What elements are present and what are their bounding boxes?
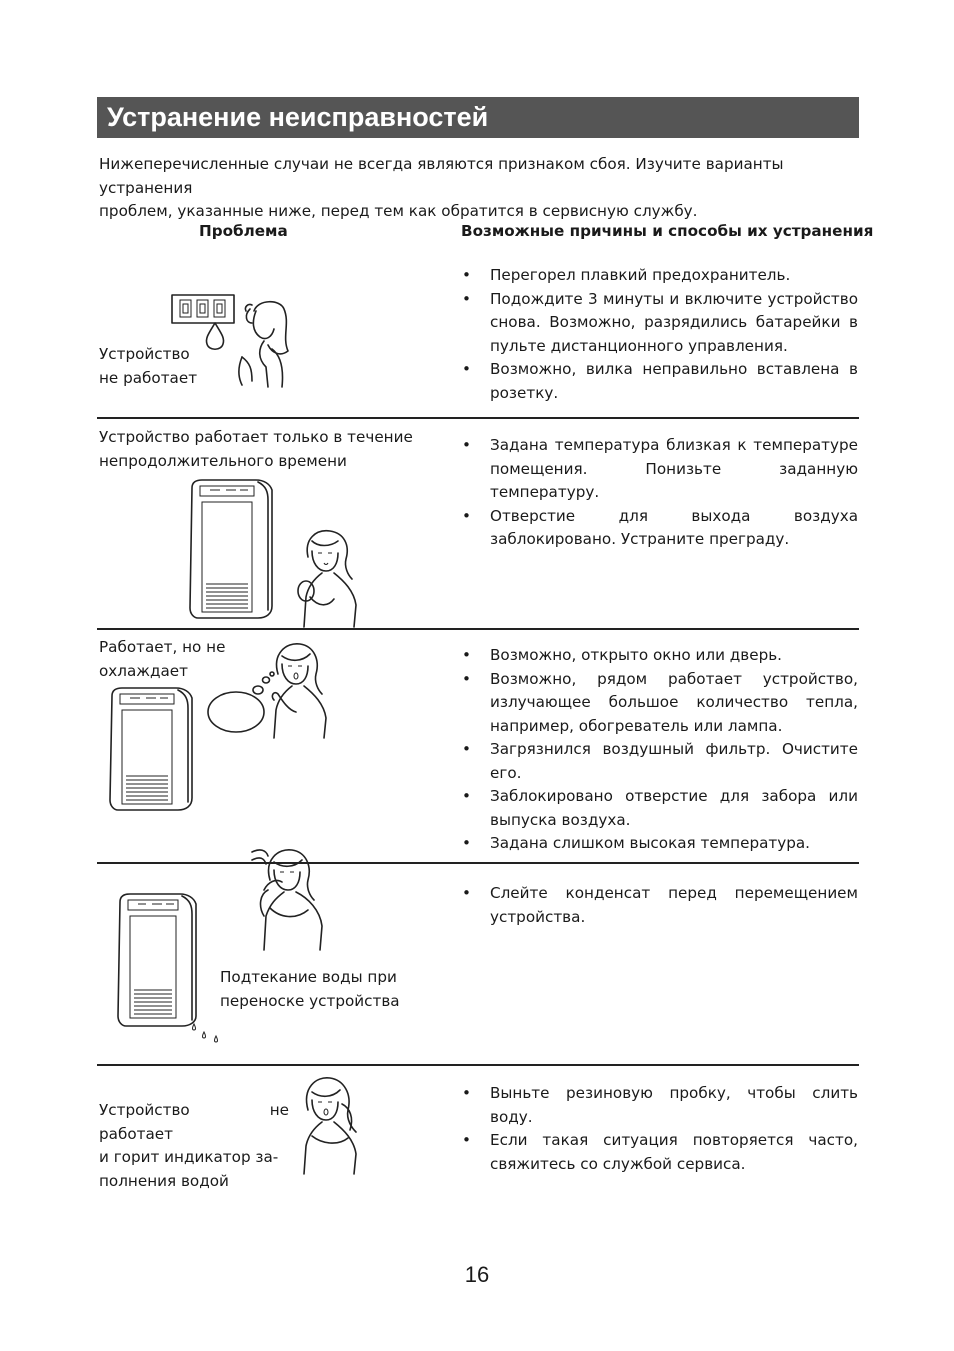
- problem-line: Подтекание воды при: [220, 968, 397, 986]
- cause-item: • Возможно, вилка неправильно вставлена в розетку.: [462, 358, 858, 405]
- causes-list: [462, 264, 858, 405]
- problem-line: охлаждает: [99, 661, 188, 680]
- problem-line: переноске устройства: [220, 991, 400, 1010]
- problem-line: непродолжительного времени: [99, 451, 347, 470]
- problem-label: [220, 966, 400, 1013]
- row-separator: [97, 628, 859, 630]
- cause-item: • Выньте резиновую пробку, чтобы слить воду.: [462, 1082, 858, 1129]
- causes-list: [462, 644, 858, 856]
- intro-line: проблем, указанные ниже, перед тем как обратится в сервисную службу.: [99, 202, 698, 220]
- cause-item: • Возможно, открыто окно или дверь.: [462, 644, 858, 668]
- causes-list: [462, 882, 858, 929]
- page-title: Устранение неисправностей: [107, 102, 489, 132]
- causes-list: [462, 1082, 858, 1176]
- intro-line: Нижеперечисленные случаи не всегда являются признаком сбоя. Изучите варианты устранения: [99, 155, 784, 197]
- air-conditioner-icon: [114, 890, 200, 1032]
- problem-label: [99, 343, 197, 390]
- water-drops-icon: [188, 1020, 222, 1044]
- cause-item: • Слейте конденсат перед перемещением устройства.: [462, 882, 858, 929]
- cause-item: • Заблокировано отверстие для забора или выпуска воздуха.: [462, 785, 858, 832]
- problem-line: не работает: [99, 368, 198, 387]
- cause-item: • Загрязнился воздушный фильтр. Очистите его.: [462, 738, 858, 785]
- woman-figure-icon: [298, 1074, 360, 1178]
- cause-item: • Возможно, рядом работает устройство, излучающее большое количество тепла, например, обогреватель или лампа.: [462, 668, 858, 739]
- cause-item: • Задана слишком высокая температура.: [462, 832, 858, 856]
- problem-line: и горит индикатор за-: [99, 1148, 279, 1166]
- woman-figure-icon: [294, 527, 360, 631]
- title-bar: [97, 97, 859, 138]
- intro-text: [99, 153, 859, 224]
- cause-item: • Задана температура близкая к температуре помещения. Понизьте заданную температуру.: [462, 434, 858, 505]
- air-conditioner-icon: [106, 684, 198, 814]
- problem-line: Работает, но не: [99, 638, 226, 656]
- causes-list: [462, 434, 858, 552]
- cause-item: • Перегорел плавкий предохранитель.: [462, 264, 858, 288]
- cause-item: • Подождите 3 минуты и включите устройство снова. Возможно, разрядились батарейки в пульте дистанционного управления.: [462, 288, 858, 359]
- woman-figure-icon: [266, 640, 330, 740]
- problem-label: [99, 1099, 289, 1193]
- causes-column-header: Возможные причины и способы их устранения: [461, 222, 874, 240]
- problem-label: [99, 426, 413, 473]
- cause-item: • Если такая ситуация повторяется часто, свяжитесь со службой сервиса.: [462, 1129, 858, 1176]
- woman-figure-icon: [250, 846, 330, 956]
- problem-line: Устройство не работает: [99, 1101, 289, 1143]
- woman-figure-icon: [232, 297, 302, 389]
- problem-line: Устройство: [99, 345, 190, 363]
- air-conditioner-icon: [186, 476, 278, 624]
- problem-line: полнения водой: [99, 1171, 229, 1190]
- problem-column-header: Проблема: [199, 222, 288, 240]
- row-separator: [97, 1064, 859, 1066]
- row-separator: [97, 417, 859, 419]
- problem-line: Устройство работает только в течение: [99, 428, 413, 446]
- page-number: 16: [464, 1262, 490, 1287]
- cause-item: • Отверстие для выхода воздуха заблокировано. Устраните преграду.: [462, 505, 858, 552]
- row-separator: [97, 862, 859, 864]
